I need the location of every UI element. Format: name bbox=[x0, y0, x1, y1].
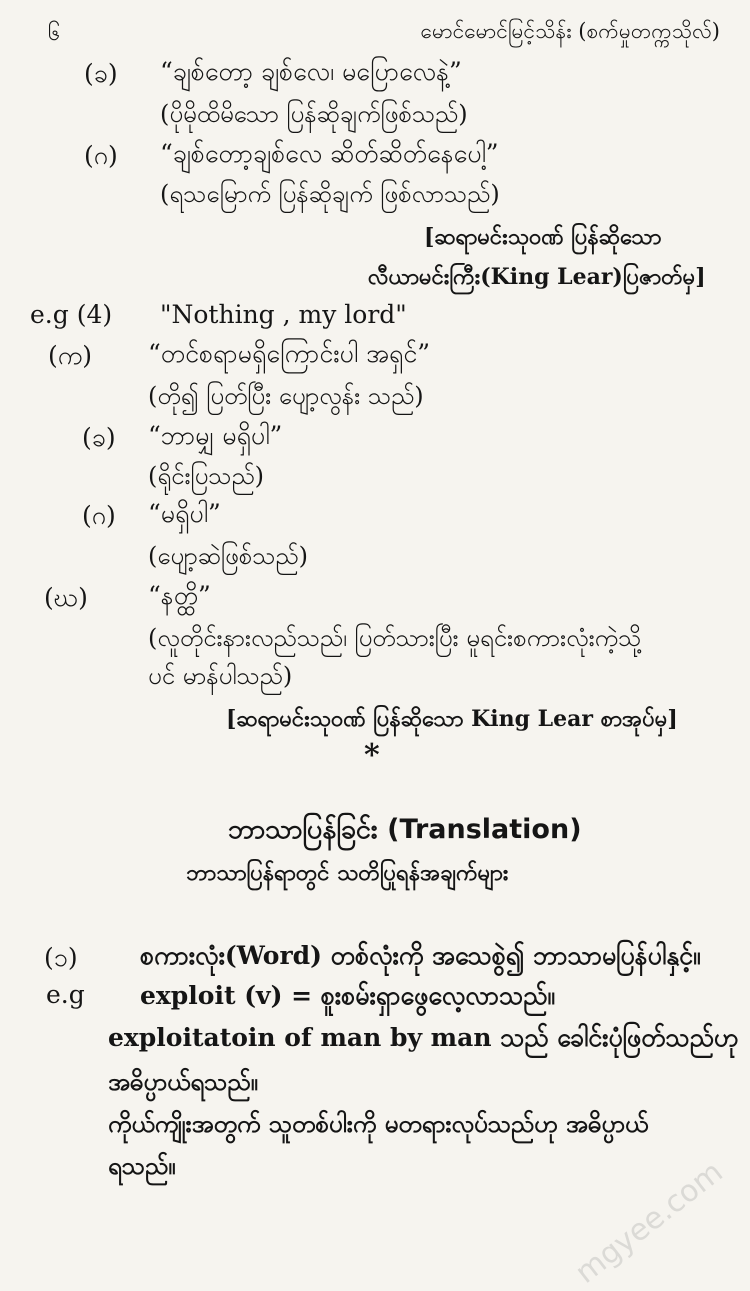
section-separator: * bbox=[364, 738, 380, 773]
example-quote: "Nothing , my lord" bbox=[160, 300, 407, 329]
tip-text: စကားလုံး(Word) တစ်လုံးကို အသေစွဲ၍ ဘာသာမပြန်ပါနှင့်။ bbox=[140, 941, 701, 970]
note-line: (ပိုမိုထိမိသော ပြန်ဆိုချက်ဖြစ်သည်) bbox=[160, 100, 468, 128]
section-title: ဘာသာပြန်ခြင်း (Translation) bbox=[228, 814, 582, 845]
quote-line: “မရှိပါ” bbox=[148, 499, 221, 528]
example-label: e.g (4) bbox=[30, 300, 113, 329]
list-number: (ဃ) bbox=[44, 583, 88, 612]
note-line: (ရသမြောက် ပြန်ဆိုချက် ဖြစ်လာသည်) bbox=[160, 180, 500, 208]
list-number: (၁) bbox=[44, 943, 78, 972]
body-line: ရသည်။ bbox=[108, 1151, 176, 1180]
quote-line: “ဘာမျှ မရှိပါ” bbox=[148, 421, 283, 450]
body-line: အဓိပ္ပာယ်ရသည်။ bbox=[108, 1067, 258, 1096]
list-number: (ခ) bbox=[84, 59, 118, 88]
quote-line: “တင်စရာမရှိကြောင်းပါ အရှင်” bbox=[148, 339, 431, 368]
list-number: (က) bbox=[48, 341, 92, 370]
note-line: ပင် မာန်ပါသည်) bbox=[148, 662, 293, 690]
example-label: e.g bbox=[46, 980, 85, 1009]
watermark: mgyee.com bbox=[569, 1154, 730, 1291]
quote-line: “နတ္ထိ” bbox=[148, 581, 211, 610]
source-citation: [ဆရာမင်းသုဝဏ် ပြန်ဆိုသော bbox=[424, 224, 662, 250]
body-line: ကိုယ်ကျိုးအတွက် သူတစ်ပါးကို မတရားလုပ်သည်ဟု အဓိပ္ပာယ် bbox=[108, 1109, 649, 1138]
note-line: (တို၍ ပြတ်ပြီး ပျော့လွန်း သည်) bbox=[148, 382, 424, 410]
running-title: မောင်မောင်မြင့်သိန်း (စက်မှုတက္ကသိုလ်) bbox=[420, 19, 720, 43]
note-line: (ရိုင်းပြသည်) bbox=[148, 462, 265, 490]
source-citation: [ဆရာမင်းသုဝဏ် ပြန်ဆိုသော King Lear စာအုပ်မှ] bbox=[226, 706, 678, 732]
quote-line: “ချစ်တော့ချစ်လေ ဆိတ်ဆိတ်နေပေါ့” bbox=[160, 139, 499, 168]
list-number: (ဂ) bbox=[84, 141, 118, 170]
page-number: ၆ bbox=[48, 21, 61, 46]
quote-line: “ချစ်တော့ ချစ်လေ၊ မပြောလေနဲ့” bbox=[160, 57, 462, 86]
list-number: (ခ) bbox=[82, 423, 116, 452]
example-text: exploit (v) = စူးစမ်းရှာဖွေလေ့လာသည်။ bbox=[140, 981, 555, 1010]
note-line: (ပျော့ဆဲဖြစ်သည်) bbox=[148, 542, 308, 570]
section-subtitle: ဘာသာပြန်ရာတွင် သတိပြုရန်အချက်များ bbox=[186, 861, 509, 886]
body-line: exploitatoin of man by man သည် ခေါင်းပုံဖြတ်သည်ဟု bbox=[108, 1023, 739, 1052]
note-line: (လူတိုင်းနားလည်သည်၊ ပြတ်သားပြီး မူရင်းစကားလုံးကဲ့သို့ bbox=[148, 624, 642, 652]
list-number: (ဂ) bbox=[82, 501, 116, 530]
source-citation: လီယာမင်းကြီး(King Lear)ပြဇာတ်မှ] bbox=[368, 264, 706, 290]
